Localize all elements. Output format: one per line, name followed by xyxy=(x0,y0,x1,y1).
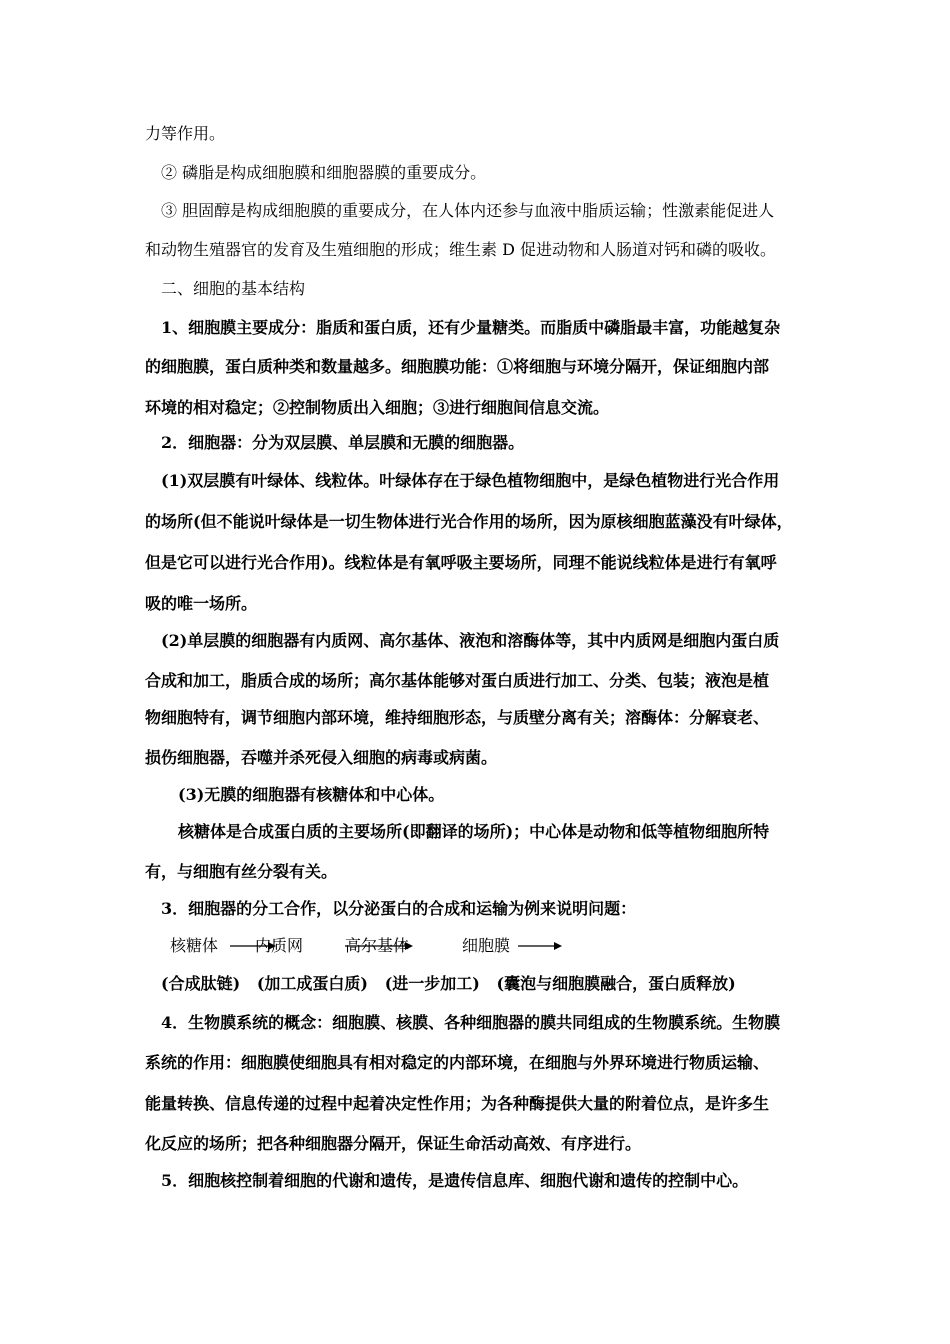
text-line: ③ 胆固醇是构成细胞膜的重要成分，在人体内还参与血液中脂质运输；性激素能促进人 xyxy=(161,201,775,220)
text-line: 环境的相对稳定；②控制物质出入细胞；③进行细胞间信息交流。 xyxy=(145,398,610,417)
text-line: (1)双层膜有叶绿体、线粒体。叶绿体存在于绿色植物细胞中，是绿色植物进行光合作用 xyxy=(161,471,780,490)
text-line: (3)无膜的细胞器有核糖体和中心体。 xyxy=(178,785,445,804)
text-line: 合成和加工，脂质合成的场所；高尔基体能够对蛋白质进行加工、分类、包装；液泡是植 xyxy=(145,671,770,690)
text-line: 和动物生殖器官的发育及生殖细胞的形成；维生素 D 促进动物和人肠道对钙和磷的吸收。 xyxy=(145,240,777,259)
text-line: 1、细胞膜主要成分：脂质和蛋白质，还有少量糖类。而脂质中磷脂最丰富，功能越复杂 xyxy=(161,318,781,337)
flow-step-er: 内质网 xyxy=(255,936,304,955)
text-line: 4．生物膜系统的概念：细胞膜、核膜、各种细胞器的膜共同组成的生物膜系统。生物膜 xyxy=(161,1013,781,1032)
flow-captions: (合成肽链) (加工成蛋白质) (进一步加工) (囊泡与细胞膜融合，蛋白质释放) xyxy=(161,974,736,993)
section-heading: 二、细胞的基本结构 xyxy=(161,279,306,298)
text-line: 的场所(但不能说叶绿体是一切生物体进行光合作用的场所，因为原核细胞蓝藻没有叶绿体， xyxy=(145,512,793,531)
flow-step-golgi: 高尔基体 xyxy=(345,936,410,955)
text-line: (2)单层膜的细胞器有内质网、高尔基体、液泡和溶酶体等，其中内质网是细胞内蛋白质 xyxy=(161,631,780,650)
text-line: 化反应的场所；把各种细胞器分隔开，保证生命活动高效、有序进行。 xyxy=(145,1134,642,1153)
flow-step-cell-membrane: 细胞膜 xyxy=(462,936,511,955)
text-line: 吸的唯一场所。 xyxy=(145,594,258,613)
text-line: 2．细胞器：分为双层膜、单层膜和无膜的细胞器。 xyxy=(161,433,525,452)
text-line: 核糖体是合成蛋白质的主要场所(即翻译的场所)；中心体是动物和低等植物细胞所特 xyxy=(178,822,770,841)
arrow-icon xyxy=(518,936,562,956)
flow-step-ribosome: 核糖体 xyxy=(170,936,219,955)
text-line: 物细胞特有，调节细胞内部环境，维持细胞形态，与质壁分离有关；溶酶体：分解衰老、 xyxy=(145,708,770,727)
text-line: 力等作用。 xyxy=(145,124,226,143)
text-line: 5．细胞核控制着细胞的代谢和遗传，是遗传信息库、细胞代谢和遗传的控制中心。 xyxy=(161,1171,749,1190)
text-line: 损伤细胞器，吞噬并杀死侵入细胞的病毒或病菌。 xyxy=(145,748,498,767)
text-line: ② 磷脂是构成细胞膜和细胞器膜的重要成分。 xyxy=(161,163,487,182)
text-line: 有，与细胞有丝分裂有关。 xyxy=(145,862,338,881)
text-line: 但是它可以进行光合作用)。线粒体是有氧呼吸主要场所，同理不能说线粒体是进行有氧呼 xyxy=(145,553,777,572)
text-line: 能量转换、信息传递的过程中起着决定性作用；为各种酶提供大量的附着位点，是许多生 xyxy=(145,1094,770,1113)
text-line: 3．细胞器的分工合作，以分泌蛋白的合成和运输为例来说明问题： xyxy=(161,899,637,918)
text-line: 系统的作用：细胞膜使细胞具有相对稳定的内部环境，在细胞与外界环境进行物质运输、 xyxy=(145,1053,770,1072)
text-line: 的细胞膜，蛋白质种类和数量越多。细胞膜功能：①将细胞与环境分隔开，保证细胞内部 xyxy=(145,357,770,376)
